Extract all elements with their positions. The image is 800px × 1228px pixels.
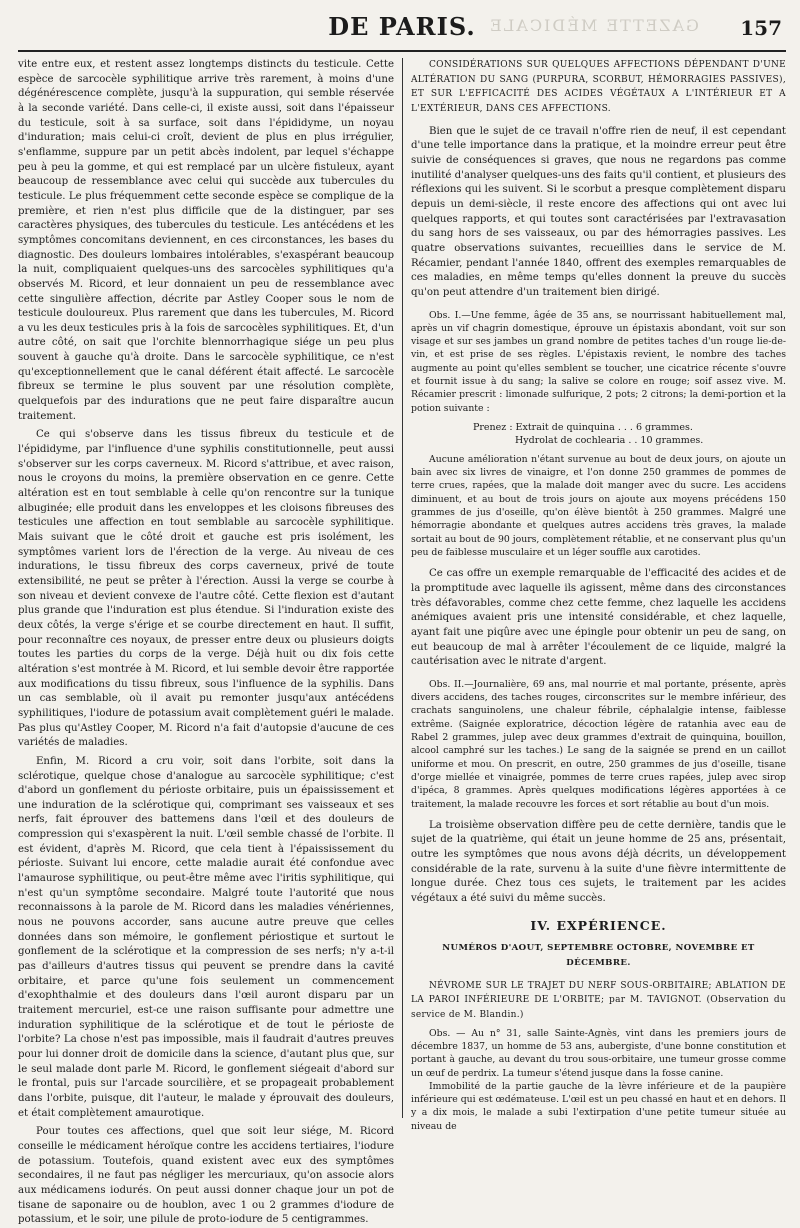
article-heading: CONSIDÉRATIONS SUR QUELQUES AFFECTIONS DÉPENDANT D'UNE ALTÉRATION DU SANG (PURPURA, SCORBUT, HÉMORRAGIES PASSIVES), ET SUR L'EFFICACITÉ DES ACIDES VÉGÉTAUX A L'INTÉRIEUR ET A L'EXTÉRIEUR, DANS CES AFFECTIONS. [411,60,786,114]
columns [18,58,786,1226]
paragraph: Ce qui s'observe dans les tissus fibreux du testicule et de l'épididyme, par l'influence d'une syphilis constitutionnelle, peut aussi s'observer sur les corps caverneux. M. Ricord s'attribue, et avec raison, nous le croyons du moins, la première observation en ce genre. Cette altération est en tout semblable à celle qu'on rencontre sur la tunique albuginée; elle produit dans les enveloppes et les cloisons fibreuses des testicules une affection en tout semblable au sarcocèle syphilitique. Mais suivant que le côté droit et gauche est pris isolément, les symptômes varient lors de l'érection de la verge. Au niveau de ces indurations, le tissu fibreux des corps caverneux, privé de toute extensibilité, ne peut se prêter à l'érection. Aussi la verge se courbe à son niveau et devient convexe de l'autre côté. Cette flexion est d'autant plus grande que l'induration est plus étendue. Si l'induration existe des deux côtés, la verge s'érige et se courbe directement en haut. Il suffit, pour reconnaître ces noyaux, de presser entre deux ou plusieurs doigts toutes les parties du corps de la verge. Déjà huit ou dix fois cette altération s'est montrée à M. Ricord, et lui semble devoir être rapportée aux modifications du tissu fibreux, sous l'influence de la syphilis. Dans un cas semblable, où il avait pu remonter jusqu'aux antécédens syphilitiques, l'iodure de potassium avait complètement guéri le malade. Pas plus qu'Astley Cooper, M. Ricord n'a fait d'autopsie d'aucune de ces variétés de maladies. [18,429,394,749]
paragraph: vite entre eux, et restent assez longtemps distincts du testicule. Cette espèce de sarcocèle syphilitique arrive très rarement, à moins d'une dégénérescence complète, jusqu'à la suppuration, qui semble réservée à la seconde variété. Dans celle-ci, il existe aussi, soit dans l'épaisseur du testicule, soit à sa surface, soit dans l'épididyme, un noyau d'induration; mais celui-ci croît, devient de plus en plus irrégulier, s'enflamme, suppure par un petit abcès indolent, par lequel s'échappe peu à peu la gomme, et qui est remplacé par un ulcère fistuleux, ayant beaucoup de ressemblance avec celui qui succède aux tubercules du testicule. Le plus fréquemment cette seconde espèce se complique de la première, et rien n'est plus difficile que de la distinguer, par ses caractères physiques, des tubercules du testicule. Les antécédens et les symptômes concomitans deviennent, en ces circonstances, les bases du diagnostic. Des douleurs lombaires intolérables, s'exaspérant beaucoup la nuit, compliquaient quelques-uns des sarcocèles syphilitiques qu'a observés M. Ricord, et leur donnaient un peu de ressemblance avec cette singulière affection, décrite par Astley Cooper sous le nom de testicule douloureux. Plus rarement que dans les tubercules, M. Ricord a vu les deux testicules pris à la fois de sarcocèles syphilitiques. Et, d'un autre côté, on sait que l'orchite blennorrhagique siége un peu plus souvent à gauche qu'à droite. Dans le sarcocèle syphilitique, ce n'est qu'exceptionnellement que le canal déférent était affecté. Le sarcocèle fibreux se termine le plus souvent par une résolution complète, quelquefois par des indurations que ne peut faire disparaître aucun traitement. [18,59,394,422]
prescription-line: Hydrolat de cochlearia . . 10 grammes. [515,434,704,446]
observation-1-continued: Aucune amélioration n'étant survenue au bout de deux jours, on ajoute un bain avec six livres de vinaigre, et l'on donne 250 grammes de pommes de terre crues, rapées, que la malade doit manger avec du sucre. Les accidens diminuent, et au bout de trois jours on ajoute aux moyens précédens 150 grammes de jus d'oseille, qu'on élève bientôt à 250 grammes. Malgré une hémorragie abondante et quelques autres accidens très graves, la malade sortait au bout de 90 jours, complètement rétablie, et ne conservant plus qu'un peu de faiblesse musculaire et un léger souffle aux carotides. [411,453,786,558]
paragraph: Pour toutes ces affections, quel que soit leur siége, M. Ricord conseille le médicament héroïque contre les accidens tertiaires, l'iodure de potassium. Toutefois, quand existent avec eux des symptômes secondaires, il ne faut pas négliger les mercuriaux, qu'on associe alors aux médicamens iodurés. On peut aussi donner chaque jour un pot de tisane de saponaire ou de houblon, avec 1 ou 2 grammes d'iodure de potassium, et le soir, une pilule de proto-iodure de 5 centigrammes. [18,1126,394,1226]
paragraph: La troisième observation diffère peu de cette dernière, tandis que le sujet de la quatrième, qui était un jeune homme de 25 ans, présentait, outre les symptômes que nous avons déjà décrits, un développement considérable de la rate, survenu à la suite d'une fièvre intermittente de longue durée. Chez tous ces sujets, le traitement par les acides végétaux a été suivi du même succès. [411,819,786,905]
prescription [473,421,786,447]
page-number: 157 [740,16,782,40]
observation-3: Obs. — Au n° 31, salle Sainte-Agnès, vint dans les premiers jours de décembre 1837, un homme de 53 ans, aubergiste, d'une bonne constitution et portant à gauche, au devant du trou sous-orbitaire, une tumeur grosse comme un œuf de perdrix. La tumeur s'étend jusque dans la fosse canine. [411,1027,786,1079]
prescription-line: Prenez : Extrait de quinquina . . . 6 grammes. [473,421,693,433]
issue-dates: NUMÉROS D'AOUT, SEPTEMBRE OCTOBRE, NOVEMBRE ET DÉCEMBRE. [442,943,755,969]
page-header [18,0,786,52]
paragraph: Enfin, M. Ricord a cru voir, soit dans l'orbite, soit dans la sclérotique, quelque chose d'analogue au sarcocèle syphilitique; c'est d'abord un gonflement du périoste orbitaire, puis un épaississement et une induration de la sclérotique qui, comprimant ses vaisseaux et ses nerfs, fait éprouver des battemens dans l'œil et des douleurs de compression qui s'exaspèrent la nuit. L'œil semble chassé de l'orbite. Il est évident, d'après M. Ricord, que cela tient à l'épaississement du périoste. Suivant lui encore, cette maladie aurait été confondue avec l'amaurose syphilitique, ou peut-être même avec l'iritis syphilitique, qui n'est qu'un symptôme secondaire. Malgré toute l'autorité que nous reconnaissons à la parole de M. Ricord dans les maladies vénériennes, nous ne pouvons accorder, sans aucune autre preuve que celles données dans son mémoire, le gonflement périostique et surtout le gonflement de la sclérotique et la compression de ses nerfs; n'y a-t-il pas d'ailleurs d'autres tissus qui peuvent se prendre dans la cavité orbitaire, et parce qu'une fois seulement un commencement d'exophthalmie et des douleurs dans l'œil auront disparu par un traitement mercuriel, est-ce une raison suffisante pour admettre une induration syphilitique de la sclérotique et de tout le périoste de l'orbite? La chose n'est pas impossible, mais il faudrait d'autres preuves pour lui donner droit de domicile dans la science, d'autant plus que, sur le seul malade dont parle M. Ricord, le gonflement siégeait d'abord sur le frontal, puis sur l'arcade sourcilière, et se propageait probablement dans l'orbite, puisque, dit l'auteur, le malade y éprouvait des douleurs, et était complètement amaurotique. [18,755,394,1119]
paragraph: Bien que le sujet de ce travail n'offre rien de neuf, il est cependant d'une telle importance dans la pratique, et la moindre erreur peut être suivie de conséquences si graves, que nous ne regardons pas comme inutilité d'analyser quelques-uns des faits qu'il contient, et plusieurs des réflexions qui les suivent. Si le scorbut a presque complètement disparu depuis un demi-siècle, il reste encore des affections qui ont avec lui quelques rapports, et qui toutes sont caractérisées par l'extravasation du sang hors de ses vaisseaux, ou par des hémorragies passives. Les quatre observations suivantes, recueillies dans le service de M. Récamier, pendant l'année 1840, offrent des exemples remarquables de ces maladies, en même temps qu'elles donnent la preuve du succès qu'on peut attendre d'un traitement bien dirigé. [411,125,786,298]
observation-1: Obs. I.—Une femme, âgée de 35 ans, se nourrissant habituellement mal, après un vif chagrin domestique, éprouve un épistaxis abondant, voit sur son visage et sur ses jambes un grand nombre de petites taches d'un rouge lie-de-vin, et est prise de ses règles. L'épistaxis revient, le nombre des taches augmente au point qu'elles semblent se toucher, une cicatrice récente s'ouvre et fournit issue à du sang; la salive se colore en rouge; soif assez vive. M. Récamier prescrit : limonade sulfurique, 2 pots; 2 citrons; la demi-portion et la potion suivante : [411,309,786,414]
paragraph: Ce cas offre un exemple remarquable de l'efficacité des acides et de la promptitude avec laquelle ils agissent, même dans des circonstances très défavorables, comme chez cette femme, chez laquelle les accidens anémiques avaient pris une intensité considérable, et chez laquelle, ayant fait une piqûre avec une épingle pour obtenir un peu de sang, on eut beaucoup de mal à arrêter l'écoulement de ce liquide, malgré la cautérisation avec le nitrate d'argent. [411,568,786,668]
section-title: IV. EXPÉRIENCE. [530,917,667,933]
left-column [18,58,402,1226]
right-column [402,58,786,1132]
page-title: DE PARIS. [328,12,476,41]
bleed-through-text: GAZETTE MÉDICALE [488,16,699,35]
observation-2: Obs. II.—Journalière, 69 ans, mal nourrie et mal portante, présente, après divers accidens, des taches rouges, circonscrites sur le membre inférieur, des crachats sanguinolens, une chaleur fébrile, céphalalgie intense, faiblesse extrême. (Saignée exploratrice, décoction légère de ratanhia avec eau de Rabel 2 grammes, julep avec deux grammes d'extrait de quinquina, bouillon, alcool camphré sur les taches.) Le sang de la saignée se prend en un caillot uniforme et mou. On prescrit, en outre, 250 grammes de jus d'oseille, tisane d'orge miellée et vinaigrée, pommes de terre crues rapées, julep avec sirop d'ipéca, 8 grammes. Après quelques modifications légères apportées à ce traitement, la malade recouvre les forces et sort rétablie au bout d'un mois. [411,678,786,810]
observation-3-continued: Immobilité de la partie gauche de la lèvre inférieure et de la paupière inférieure qui est œdémateuse. L'œil est un peu chassé en haut et en dehors. Il y a dix mois, le malade a subi l'extirpation d'une petite tumeur située au niveau de [411,1080,786,1132]
article-title: NÉVROME SUR LE TRAJET DU NERF SOUS-ORBITAIRE; ABLATION DE LA PAROI INFÉRIEURE DE L'ORBITE; par M. TAVIGNOT. (Observation du service de M. Blandin.) [411,980,786,1021]
